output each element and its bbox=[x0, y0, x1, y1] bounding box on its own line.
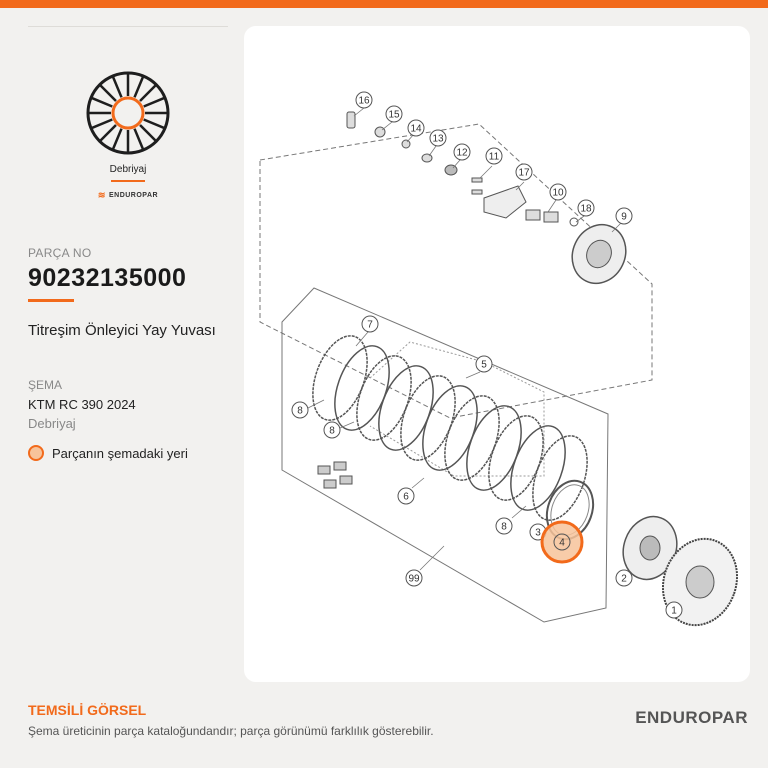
callout-label: 17 bbox=[518, 167, 530, 179]
callout-label: 18 bbox=[580, 203, 592, 215]
callout-label: 3 bbox=[535, 527, 541, 539]
callout-label: 99 bbox=[408, 573, 420, 585]
callout-label: 13 bbox=[432, 133, 444, 145]
brand-mark-icon: ≋ bbox=[97, 190, 106, 200]
brand-logo-small bbox=[28, 190, 228, 201]
clutch-wheel-icon bbox=[85, 70, 171, 156]
callout-label: 6 bbox=[403, 491, 409, 503]
brand-name-small: ENDUROPAR bbox=[108, 192, 159, 199]
callout-label: 5 bbox=[481, 359, 487, 371]
part-name: Titreşim Önleyici Yay Yuvası bbox=[28, 322, 216, 339]
callout-label: 9 bbox=[621, 211, 627, 223]
callout-label: 16 bbox=[358, 95, 370, 107]
callout-label: 12 bbox=[456, 147, 468, 159]
part-number: 90232135000 bbox=[28, 264, 187, 292]
legend bbox=[28, 445, 188, 461]
callout-label: 8 bbox=[329, 425, 335, 437]
part-number-label: PARÇA NO bbox=[28, 246, 92, 260]
callout-label: 10 bbox=[552, 187, 564, 199]
callout-label: 2 bbox=[621, 573, 627, 585]
legend-text: Parçanın şemadaki yeri bbox=[52, 445, 188, 461]
schema-label: ŞEMA bbox=[28, 378, 63, 392]
representative-title: TEMSİLİ GÖRSEL bbox=[28, 702, 147, 718]
part-number-underline bbox=[28, 299, 74, 302]
callout-label: 4 bbox=[559, 537, 565, 549]
brand-footer: ENDUROPAR bbox=[635, 708, 748, 727]
category-underline bbox=[111, 180, 145, 182]
callout-label: 1 bbox=[671, 605, 677, 617]
callout-label: 15 bbox=[388, 109, 400, 121]
callout-label: 7 bbox=[367, 319, 373, 331]
representative-description: Şema üreticinin parça kataloğundandır; parça görünümü farklılık gösterebilir. bbox=[28, 724, 434, 738]
schema-category: Debriyaj bbox=[28, 416, 76, 431]
exploded-diagram bbox=[244, 26, 750, 682]
category-badge bbox=[28, 70, 228, 201]
highlight-dot-icon bbox=[28, 445, 44, 461]
sidebar-divider bbox=[28, 26, 228, 27]
callout-label: 14 bbox=[410, 123, 422, 135]
schema-model: KTM RC 390 2024 bbox=[28, 397, 136, 412]
diagram-card bbox=[244, 26, 750, 682]
top-accent-bar bbox=[0, 0, 768, 8]
callout-label: 8 bbox=[297, 405, 303, 417]
category-label: Debriyaj bbox=[109, 164, 147, 175]
callout-label: 8 bbox=[501, 521, 507, 533]
callout-label: 11 bbox=[488, 151, 500, 163]
